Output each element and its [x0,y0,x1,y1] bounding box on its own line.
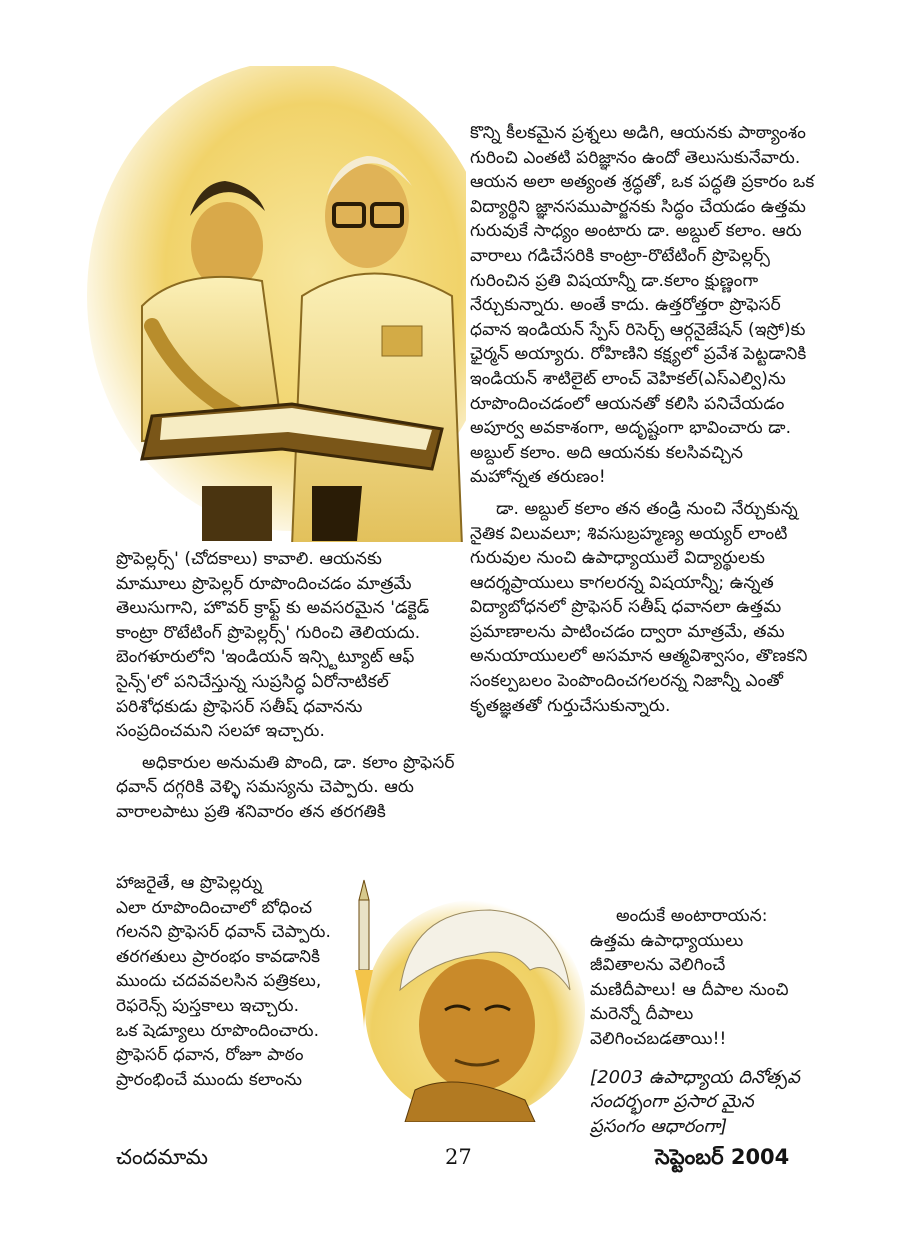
paragraph: అందుకే అంటారాయన: ఉత్తమ ఉపాధ్యాయులు జీవితాలను వెలిగించే మణిదీపాలు! ఆ దీపాల నుంచి మరెన్నో దీపాలు వెలిగించబడతాయి!! [590,906,789,1049]
text-line: ముందు చదవవలసిన పత్రికలు, [116,971,322,992]
footer-magazine-name: చందమామ [116,1145,208,1169]
footer-issue-date: సెప్టెంబర్ 2004 [655,1145,790,1169]
text-line: ప్రొఫెసర్ ధవాన, రోజూ పాఠం [116,1045,304,1066]
left-column-text [116,547,456,825]
text-line: హాజరైతే, ఆ ప్రొపెల్లర్ను [116,873,263,893]
footer-page-number: 27 [445,1145,472,1169]
left-narrow-text [116,871,346,1092]
text-line: రెఫరెన్స్ పుస్తకాలు ఇచ్చారు. [116,995,300,1016]
source-caption: [2003 ఉపాధ్యాయ దినోత్సవ సందర్భంగా ప్రసార మైన ప్రసంగం ఆధారంగా] [590,1066,801,1137]
text-line: తరగతులు ప్రారంభం కావడానికి [116,946,321,967]
kalam-dhawan-illustration [82,66,466,542]
text-line: గలనని ప్రొఫెసర్ ధవాన్ చెప్పారు. [116,922,332,943]
paragraph: డా. అబ్దుల్ కలాం తన తండ్రి నుంచి నేర్చుకున్న నైతిక విలువలూ; శివసుబ్రహ్మణ్య అయ్యర్ లాంటి గురువుల నుంచి ఉపాధ్యాయులే విద్యార్థులకు ఆదర్శప్రాయులు కాగలరన్న విషయాన్నీ; ఉన్నత విద్యాబోధనలో ప్రొఫెసర్ సతీష్ ధవానలా ఉత్తమ ప్రమాణాలను పాటించడం ద్వారా మాత్రమే, తమ అనుయాయులలో అసమాన ఆత్మవిశ్వాసం, తొణకని సంకల్పబలం పెంపొందించగలరన్న నిజాన్నీ ఎంతో కృతజ్ఞతతో గుర్తుచేసుకున్నారు. [470,498,808,716]
right-column-top-text [470,121,815,718]
text-line: ఎలా రూపొందించాలో బోధించ [116,897,313,918]
paragraph: అధికారుల అనుమతి పొంది, డా. కలాం ప్రొఫెసర్ ధవాన్ దగ్గరికి వెళ్ళి సమస్యను చెప్పారు. ఆరు వారాలపాటు ప్రతి శనివారం తన తరగతికి [116,752,455,822]
paragraph: కొన్ని కీలకమైన ప్రశ్నలు అడిగి, ఆయనకు పాఠ్యాంశం గురించి ఎంతటి పరిజ్ఞానం ఉందో తెలుసుకునేవారు. ఆయన అలా అత్యంత శ్రద్ధతో, ఒక పద్ధతి ప్రకారం ఒక విద్యార్థిని జ్ఞానసముపార్జనకు సిద్ధం చేయడం ఉత్తమ గురువుకే సాధ్యం అంటారు డా. అబ్దుల్ కలాం. ఆరు వారాలు గడిచేసరికి కాంట్రా-రొటేటింగ్ ప్రొపెల్లర్స్ గురించిన ప్రతి విషయాన్నీ డా.కలాం క్షుణ్ణంగా నేర్చుకున్నారు. అంతే కాదు. ఉత్తరోత్తరా ప్రొఫెసర్ ధవాన ఇండియన్ స్పేస్ రిసెర్చ్ ఆర్గనైజేషన్ (ఇస్రో)కు ఛైర్మన్ అయ్యారు. రోహిణిని కక్ష్యలో ప్రవేశ పెట్టడానికి ఇండియన్ శాటిలైట్ లాంచ్ వెహికల్(ఎస్ఎల్వి)ను రూపొందించడంలో ఆయనతో కలిసి పనిచేయడం అపూర్వ అవకాశంగా, అదృష్టంగా భావించారు డా. అబ్దుల్ కలాం. అది ఆయనకు కలసివచ్చిన మహోన్నత తరుణం! [470,123,815,488]
text-line: ప్రారంభించే ముందు కలాంను [116,1069,303,1090]
right-column-bottom-text [590,904,812,1139]
kalam-portrait-illustration [345,860,585,1122]
text-line: ఒక షెడ్యూలు రూపొందించారు. [116,1020,320,1041]
paragraph: ప్రొపెల్లర్స్' (చోదకాలు) కావాలి. ఆయనకు మామూలు ప్రొపెల్లర్ రూపొందించడం మాత్రమే తెలుసుగాని, హొవర్ క్రాఫ్ట్ కు అవసరమైన 'డక్టెడ్ కాంట్రా రొటేటింగ్ ప్రొపెల్లర్స్' గురించి తెలియదు. బెంగళూరులోని 'ఇండియన్ ఇన్స్టిట్యూట్ ఆఫ్ సైన్స్'లో పనిచేస్తున్న సుప్రసిద్ధ ఏరోనాటికల్ పరిశోధకుడు ప్రొఫెసర్ సతీష్ ధవానను సంప్రదించమని సలహా ఇచ్చారు. [116,549,430,742]
